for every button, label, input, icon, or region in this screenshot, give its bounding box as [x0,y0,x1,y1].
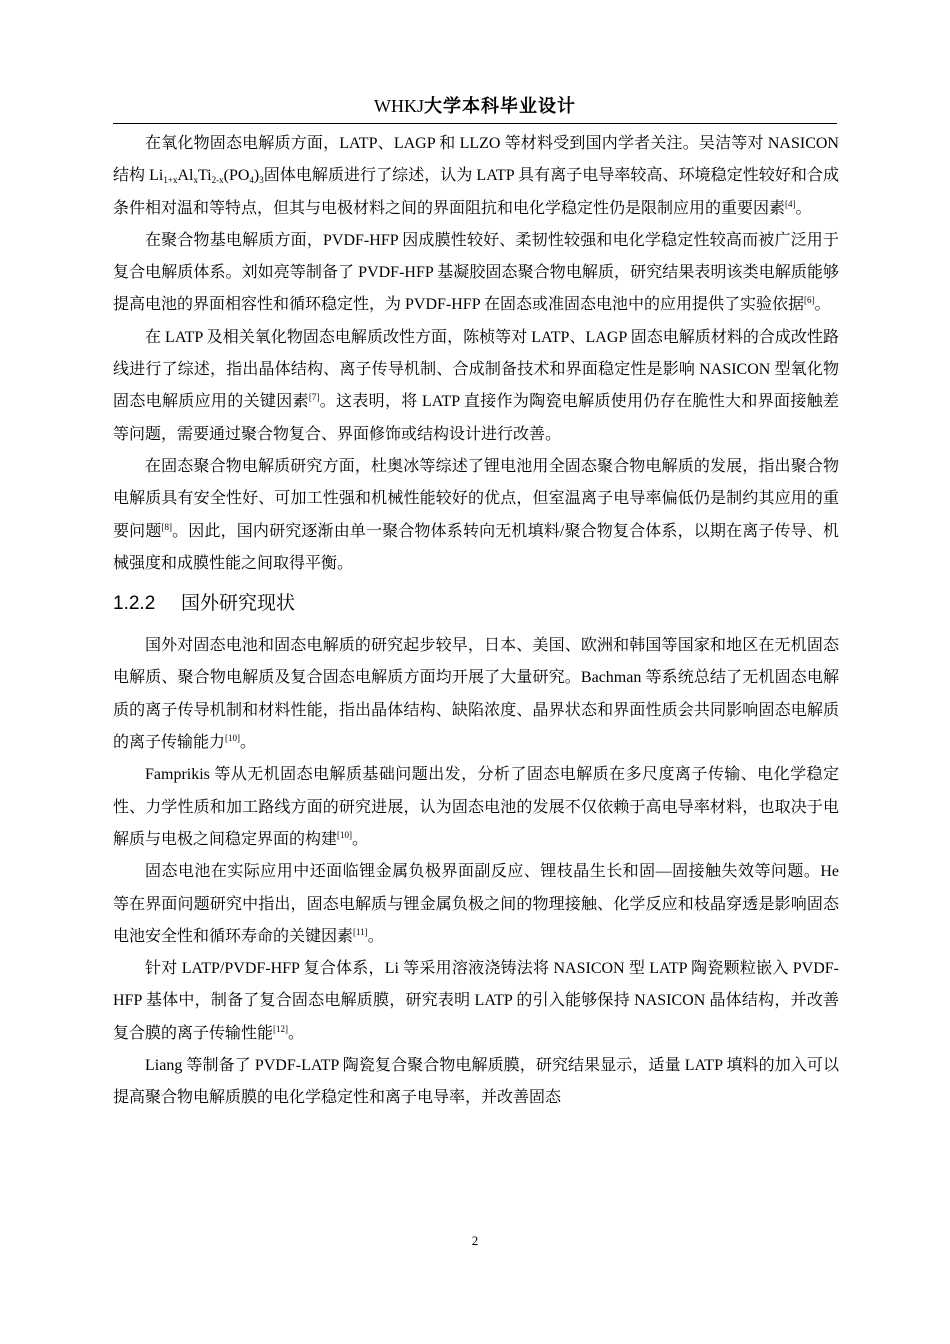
citation: [4] [785,198,796,209]
citation: [12] [273,1023,289,1034]
header-prefix: WHKJ [374,96,424,116]
paragraph: 在固态聚合物电解质研究方面，杜奥冰等综述了锂电池用全固态聚合物电解质的发展，指出聚合物电解质具有安全性好、可加工性强和机械性能较好的优点，但室温离子电导率偏低仍是制约其应用的重要问题[8]。因此，国内研究逐渐由单一聚合物体系转向无机填料/聚合物复合体系，以期在离子传导、机械强度和成膜性能之间取得平衡。 [113,457,839,572]
section-title: 国外研究现状 [181,593,296,615]
page-number: 2 [471,1233,479,1248]
section-number: 1.2.2 [113,593,156,615]
paragraph: Famprikis 等从无机固态电解质基础问题出发，分析了固态电解质在多尺度离子传输、电化学稳定性、力学性质和加工路线方面的研究进展，认为固态电池的发展不仅依赖于高电导率材料，也取决于电解质与电极之间稳定界面的构建[10]。 [113,766,839,848]
header-main-title: 大学本科毕业设计 [424,96,576,117]
chemical-formula: $Li_{1+x}Al_xTi_{2-x}(PO_4)_3$ [149,167,264,186]
page-header [113,93,837,124]
document-body [113,128,839,1115]
paragraph: 在氧化物固态电解质方面，LATP、LAGP 和 LLZO 等材料受到国内学者关注。吴洁等对 NASICON 结构 $Li_{1+x}Al_xTi_{2-x}(PO_4)_3$固体电解质进行了综述，认为 LATP 具有离子电导率较高、环境稳定性较好和合成条件相对温和等特点，但其与电极材料之间的界面阻抗和电化学稳定性仍是限制应用的重要因素[4]。 [113,135,839,217]
paragraph: 针对 LATP/PVDF-HFP 复合体系，Li 等采用溶液浇铸法将 NASICON 型 LATP 陶瓷颗粒嵌入 PVDF-HFP 基体中，制备了复合固态电解质膜，研究表明 LATP 的引入能够保持 NASICON 晶体结构，并改善复合膜的离子传输性能[12]。 [113,960,839,1042]
paragraph: 在聚合物基电解质方面，PVDF-HFP 因成膜性较好、柔韧性较强和电化学稳定性较高而被广泛用于复合电解质体系。刘如亮等制备了 PVDF-HFP 基凝胶固态聚合物电解质，研究结果表明该类电解质能够提高电池的界面相容性和循环稳定性，为 PVDF-HFP 在固态或准固态电池中的应用提供了实验依据[6]。 [113,231,839,314]
paragraph: Liang 等制备了 PVDF-LATP 陶瓷复合聚合物电解质膜，研究结果显示，适量 LATP 填料的加入可以提高聚合物电解质膜的电化学稳定性和离子电导率，并改善固态 [113,1057,839,1107]
header-title [374,96,576,117]
citation: [11] [353,926,368,937]
citation: [8] [161,521,172,532]
section-heading [113,584,839,624]
citation: [6] [804,295,815,306]
paragraph: 在 LATP 及相关氧化物固态电解质改性方面，陈桢等对 LATP、LAGP 固态电解质材料的合成改性路线进行了综述，指出晶体结构、离子传导机制、合成制备技术和界面稳定性是影响 NASICON 型氧化物固态电解质应用的关键因素[7]。这表明，将 LATP 直接作为陶瓷电解质使用仍存在脆性大和界面接触差等问题，需要通过聚合物复合、界面修饰或结构设计进行改善。 [113,328,839,443]
citation: [7] [308,392,320,403]
paragraph: 固态电池在实际应用中还面临锂金属负极界面副反应、锂枝晶生长和固—固接触失效等问题。He 等在界面问题研究中指出，固态电解质与锂金属负极之间的物理接触、化学反应和枝晶穿透是影响固态电池安全性和循环寿命的关键因素[11]。 [113,863,839,945]
paragraph: 国外对固态电池和固态电解质的研究起步较早，日本、美国、欧洲和韩国等国家和地区在无机固态电解质、聚合物电解质及复合固态电解质方面均开展了大量研究。Bachman 等系统总结了无机固态电解质的离子传导机制和材料性能，指出晶体结构、缺陷浓度、晶界状态和界面性质会共同影响固态电解质的离子传输能力[10]。 [113,637,839,752]
citation: [10] [337,829,353,840]
citation: [10] [225,733,241,744]
